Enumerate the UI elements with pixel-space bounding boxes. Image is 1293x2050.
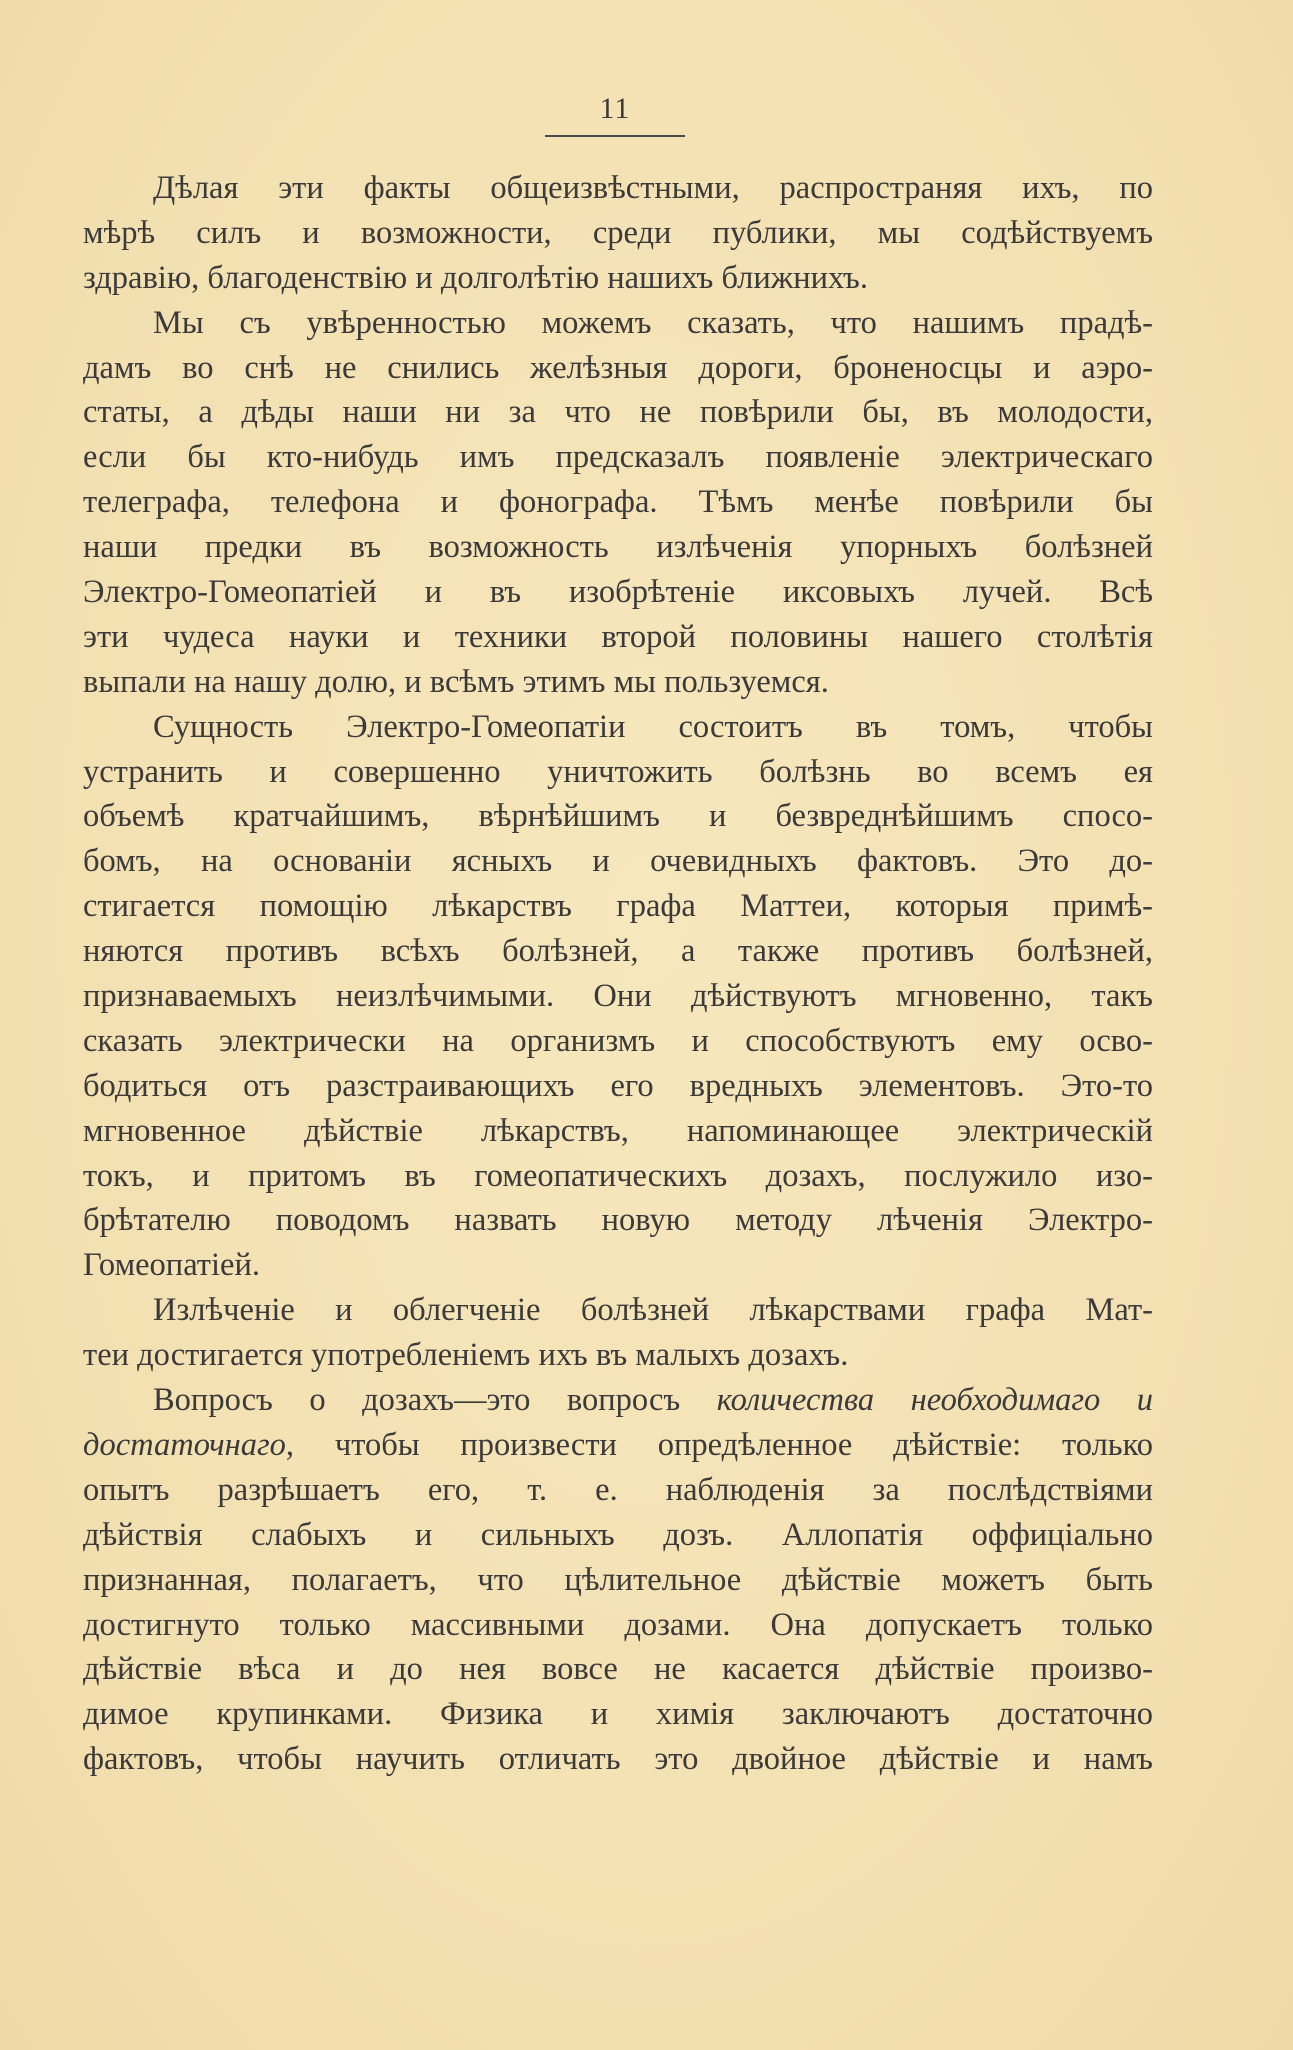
text-line: токъ, и притомъ въ гомеопатическихъ дозахъ, послужило изо- <box>83 1157 1153 1194</box>
text-line: признанная, полагаетъ, что цѣлительное дѣйствіе можетъ быть <box>83 1561 1153 1598</box>
italic-phrase: количества необходимаго и <box>716 1382 1153 1419</box>
text-line: Гомеопатіей. <box>83 1247 260 1284</box>
text-line: здравію, благоденствію и долголѣтію нашихъ ближнихъ. <box>83 259 868 296</box>
text-line: теи достигается употребленіемъ ихъ въ малыхъ дозахъ. <box>83 1337 849 1374</box>
text-line: достаточнаго, чтобы произвести опредѣленное дѣйствіе: только <box>83 1426 1153 1463</box>
text-line: димое крупинками. Физика и химія заключаютъ достаточно <box>83 1696 1153 1733</box>
text-line: телеграфа, телефона и фонографа. Тѣмъ менѣе повѣрили бы <box>83 484 1153 521</box>
text-line: наши предки въ возможность излѣченія упорныхъ болѣзней <box>83 529 1153 566</box>
text-line: Дѣлая эти факты общеизвѣстными, распространяя ихъ, по <box>153 170 1153 206</box>
text-line: объемѣ кратчайшимъ, вѣрнѣйшимъ и безвреднѣйшимъ спосо- <box>83 798 1153 835</box>
text-line: мгновенное дѣйствіе лѣкарствъ, напоминающее электрическій <box>83 1112 1153 1149</box>
text-line: достигнуто только массивными дозами. Она допускаетъ только <box>83 1606 1153 1643</box>
text-line: Сущность Электро-Гомеопатіи состоитъ въ томъ, чтобы <box>153 708 1153 745</box>
text-line: если бы кто-нибудь имъ предсказалъ появленіе электрическаго <box>83 439 1153 476</box>
page-number: 11 <box>599 92 631 125</box>
text-line: выпали на нашу долю, и всѣмъ этимъ мы пользуемся. <box>83 663 829 700</box>
text-line: бодиться отъ разстраивающихъ его вредныхъ элементовъ. Это-то <box>83 1067 1153 1104</box>
text-line: дамъ во снѣ не снились желѣзныя дороги, броненосцы и аэро- <box>83 349 1153 386</box>
text-line: сказать электрически на организмъ и способствуютъ ему осво- <box>83 1022 1153 1059</box>
text-line: няются противъ всѣхъ болѣзней, а также противъ болѣзней, <box>83 933 1153 970</box>
text-line: дѣйствія слабыхъ и сильныхъ дозъ. Аллопатія оффиціально <box>83 1516 1153 1553</box>
body-text <box>83 166 1153 1782</box>
text-line: признаваемыхъ неизлѣчимыми. Они дѣйствуютъ мгновенно, такъ <box>83 978 1153 1015</box>
text-line: Электро-Гомеопатіей и въ изобрѣтеніе иксовыхъ лучей. Всѣ <box>83 574 1153 611</box>
text-line: брѣтателю поводомъ назвать новую методу лѣченія Электро- <box>83 1202 1153 1239</box>
text-line: бомъ, на основаніи ясныхъ и очевидныхъ фактовъ. Это до- <box>83 843 1153 880</box>
text-line: Мы съ увѣренностью можемъ сказать, что нашимъ прадѣ- <box>153 304 1153 341</box>
text-line: опытъ разрѣшаетъ его, т. е. наблюденія за послѣдствіями <box>83 1471 1153 1508</box>
italic-phrase: достаточнаго <box>83 1426 286 1463</box>
text-line: устранить и совершенно уничтожить болѣзнь во всемъ ея <box>83 753 1153 790</box>
text-line: эти чудеса науки и техники второй половины нашего столѣтія <box>83 618 1153 655</box>
text-line: стигается помощію лѣкарствъ графа Маттеи, которыя примѣ- <box>83 888 1153 925</box>
text-line: фактовъ, чтобы научить отличать это двойное дѣйствіе и намъ <box>83 1741 1153 1778</box>
text-line: Вопросъ о дозахъ—это вопросъ количества необходимаго и <box>153 1382 1153 1419</box>
text-line: статы, а дѣды наши ни за что не повѣрили бы, въ молодости, <box>83 394 1153 431</box>
text-line: Излѣченіе и облегченіе болѣзней лѣкарствами графа Мат- <box>153 1292 1153 1329</box>
text-line: дѣйствіе вѣса и до нея вовсе не касается дѣйствіе произво- <box>83 1651 1153 1688</box>
text-line: мѣрѣ силъ и возможности, среди публики, мы содѣйствуемъ <box>83 214 1153 251</box>
page-number-rule <box>545 135 685 137</box>
